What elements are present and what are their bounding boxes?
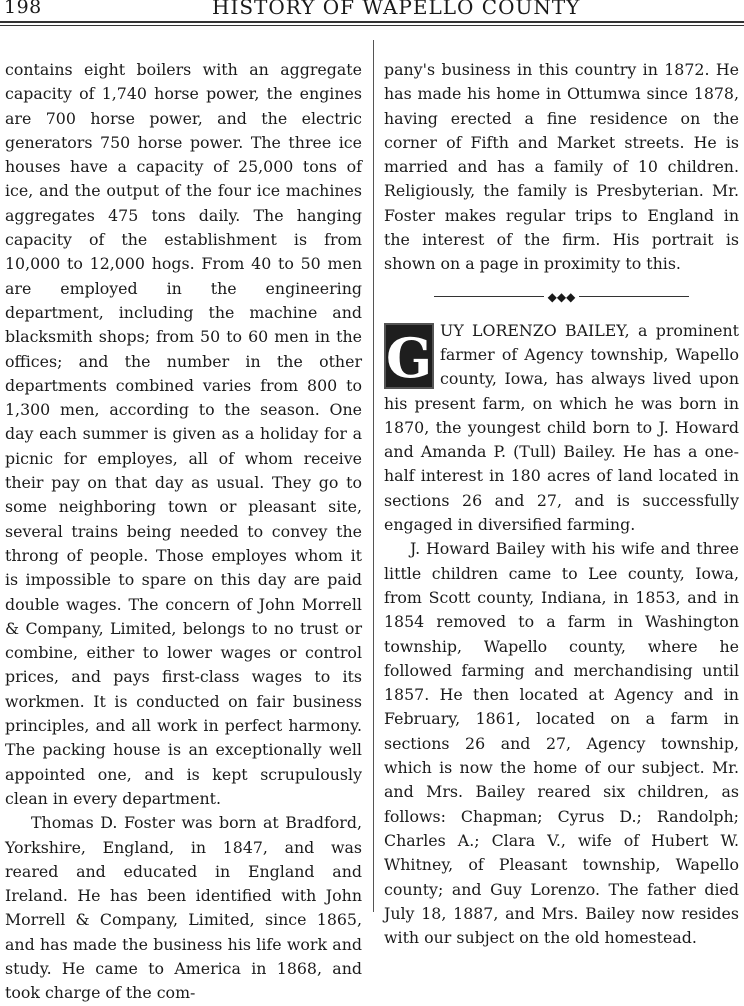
drop-cap: G: [384, 323, 434, 389]
right-column: [384, 58, 739, 950]
foster-continued-paragraph: pany's business in this country in 1872. He has made his home in Ottumwa since 1878, having erected a fine residence on the corner of Fifth and Market streets. He is married and has a family of 10 children. Religiously, the family is Presbyterian. Mr. Foster makes regular trips to England in the interest of the firm. His portrait is shown on a page in proximity to this.: [384, 60, 739, 274]
header-rule: [0, 21, 744, 26]
morrell-paragraph: contains eight boilers with an aggregate capacity of 1,740 horse power, the engines are 700 horse power, and the electric generators 750 horse power. The three ice houses have a capacity of 25,000 tons of ice, and the output of the four ice machines aggregates 475 tons daily. The hanging capacity of the establishment is from 10,000 to 12,000 hogs. From 40 to 50 men are employed in the engineering department, including the machine and blacksmith shops; from 50 to 60 men in the offices; and the number in the other departments combined varies from 800 to 1,300 men, according to the season. One day each summer is given as a holiday for a picnic for employes, all of whom receive their pay on that day as usual. They go to some neighboring town or pleasant site, several trains being needed to convey the throng of people. Those employes whom it is impossible to spare on this day are paid double wages. The concern of John Morrell & Company, Limited, belongs to no trust or combine, either to lower wages or control prices, and pays first-class wages to its workmen. It is conducted on fair business principles, and all work in perfect harmony. The packing house is an exceptionally well appointed one, and is kept scrupulously clean in every department.: [5, 60, 362, 808]
running-title: HISTORY OF WAPELLO COUNTY: [212, 0, 581, 19]
bailey-intro-paragraph: UY LORENZO BAILEY, a prominent farmer of Agency township, Wapello county, Iowa, has always lived upon his present farm, on which he was born in 1870, the youngest child born to J. Howard and Amanda P. (Tull) Bailey. He has a one-half interest in 180 acres of land located in sections 26 and 27, and is successfully engaged in diversified farming.: [384, 320, 739, 535]
foster-paragraph: Thomas D. Foster was born at Bradford, Yorkshire, England, in 1847, and was reared and educated in England and Ireland. He has been identified with John Morrell & Company, Limited, since 1865, and has made the business his life work and study. He came to America in 1868, and took charge of the com-: [5, 813, 362, 1003]
ornament-rule-right: [579, 296, 689, 297]
ornament-diamonds: ◆◆◆: [547, 289, 576, 304]
ornament-rule-left: [434, 296, 544, 297]
section-ornament: [384, 285, 739, 309]
page-number: 198: [4, 0, 42, 18]
bailey-section: [384, 319, 739, 951]
column-divider: [373, 40, 374, 912]
left-column: [5, 58, 362, 1006]
howard-bailey-paragraph: J. Howard Bailey with his wife and three little children came to Lee county, Iowa, from Scott county, Indiana, in 1853, and in 1854 removed to a farm in Washington township, Wapello county, where he followed farming and merchandising until 1857. He then located at Agency and in February, 1861, located on a farm in sections 26 and 27, Agency township, which is now the home of our subject. Mr. and Mrs. Bailey reared six children, as follows: Chapman; Cyrus D.; Randolph; Charles A.; Clara V., wife of Hubert W. Whitney, of Pleasant township, Wapello county; and Guy Lorenzo. The father died July 18, 1887, and Mrs. Bailey now resides with our subject on the old homestead.: [384, 539, 739, 948]
page-header: [0, 0, 744, 30]
